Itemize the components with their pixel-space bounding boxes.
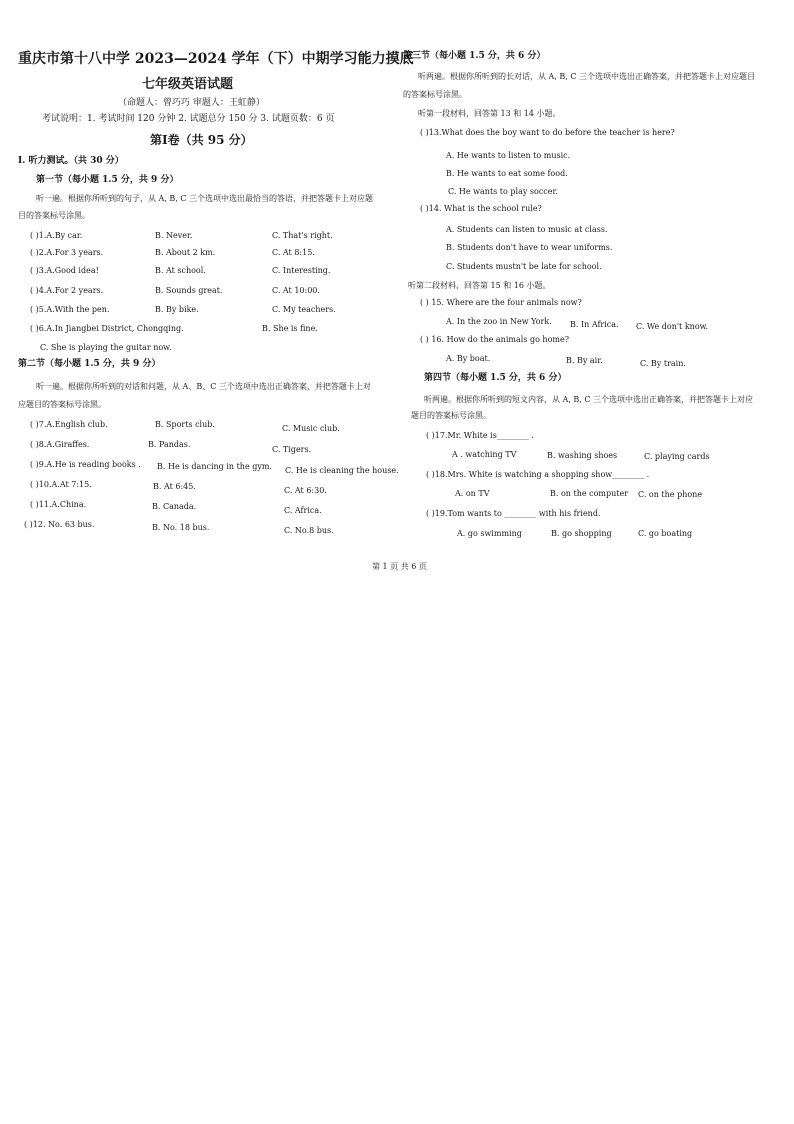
question-2: ( )2.A.For 3 years. [30,248,104,257]
question-5: ( )5.A.With the pen. [30,305,110,314]
question-11: ( )11.A.China. [30,500,87,509]
option-7b: B. Sports club. [155,420,215,429]
section4-instructions-cont: 题目的答案标号涂黑。 [411,411,491,420]
exam-authors: （命题人：曾巧巧 审题人：王虹静） [118,98,265,108]
section4-heading: 第四节（每小题 1.5 分，共 6 分） [424,373,567,383]
option-17c: C. playing cards [644,452,710,461]
question-13: ( )13.What does the boy want to do before the teacher is here? [420,128,675,137]
option-18c: C. on the phone [638,490,703,499]
option-8c: C. Tigers. [272,445,312,454]
volume-heading: 第Ⅰ卷（共 95 分） [150,133,253,147]
option-14c: C. Students mustn't be late for school. [446,262,602,271]
question-8: ( )8.A.Giraffes. [30,440,90,449]
option-1b: B. Never. [155,231,193,240]
question-6: ( )6.A.In Jiangbei District, Chongqing. [30,324,184,333]
option-4b: B. Sounds great. [155,286,223,295]
option-12c: C. No.8 bus. [284,526,334,535]
option-13c: C. He wants to play soccer. [448,187,558,196]
section1-instructions-cont: 目的答案标号涂黑。 [18,211,90,220]
exam-subtitle: 七年级英语试题 [142,77,234,92]
option-2c: C. At 8:15. [272,248,315,257]
question-19: ( )19.Tom wants to ________ with his friend. [426,509,601,518]
option-4c: C. At 10:00. [272,286,320,295]
question-3: ( )3.A.Good idea! [30,266,99,275]
section1-instructions: 听一遍。根据你所听到的句子，从 A, B, C 三个选项中选出最恰当的答语，并把答题卡上对应题 [36,194,374,203]
exam-title: 重庆市第十八中学 2023—2024 学年（下）中期学习能力摸底 [18,51,414,67]
option-18b: B. on the computer [550,489,629,498]
part1-heading: Ⅰ. 听力测试。（共 30 分） [18,156,124,166]
option-2b: B. About 2 km. [155,248,216,257]
option-10c: C. At 6:30. [284,486,327,495]
option-8b: B. Pandas. [148,440,191,449]
option-6c: C. She is playing the guitar now. [40,343,172,352]
option-11c: C. Africa. [284,506,322,515]
option-15b: B. In Africa. [570,320,619,329]
option-9b: B. He is dancing in the gym. [157,462,272,471]
option-16c: C. By train. [640,359,686,368]
option-6b: B. She is fine. [262,324,318,333]
section2-heading: 第二节（每小题 1.5 分，共 9 分） [18,359,161,369]
option-3b: B. At school. [155,266,206,275]
option-14a: A. Students can listen to music at class. [446,225,608,234]
page-number: 第 1 页 共 6 页 [372,562,427,571]
option-5b: B. By bike. [155,305,199,314]
option-7c: C. Music club. [282,424,340,433]
question-17: ( )17.Mr. White is________ . [426,431,534,440]
section3-instructions-cont: 的答案标号涂黑。 [403,90,467,99]
option-15a: A. In the zoo in New York. [446,317,552,326]
option-5c: C. My teachers. [272,305,336,314]
option-19c: C. go boating [638,529,693,538]
question-12: ( )12. No. 63 bus. [24,520,95,529]
section2-instructions-cont: 应题目的答案标号涂黑。 [18,400,106,409]
option-16b: B. By air. [566,356,603,365]
option-17a: A . watching TV [452,450,517,459]
question-7: ( )7.A.English club. [30,420,108,429]
question-15: ( ) 15. Where are the four animals now? [420,298,582,307]
option-13b: B. He wants to eat some food. [446,169,568,178]
option-16a: A. By boat. [446,354,491,363]
option-1c: C. That's right. [272,231,333,240]
material-1-note: 听第一段材料，回答第 13 和 14 小题。 [418,109,561,118]
question-9: ( )9.A.He is reading books . [30,460,141,469]
question-18: ( )18.Mrs. White is watching a shopping show________ . [426,470,650,479]
option-13a: A. He wants to listen to music. [446,151,571,160]
option-3c: C. Interesting. [272,266,331,275]
section4-instructions: 听两遍。根据你所听到的短文内容，从 A, B, C 三个选项中选出正确答案，并把答题卡上对应 [424,395,754,404]
section3-heading: 第三节（每小题 1.5 分，共 6 分） [403,51,546,61]
option-19a: A. go swimming [457,529,522,538]
option-18a: A. on TV [455,489,490,498]
option-9c: C. He is cleaning the house. [285,466,399,475]
option-11b: B. Canada. [152,502,197,511]
exam-instructions: 考试说明：1. 考试时间 120 分钟 2. 试题总分 150 分 3. 试题页数：6 页 [42,114,335,124]
material-2-note: 听第二段材料，回答第 15 和 16 小题。 [408,281,551,290]
section3-instructions: 听两遍。根据你所听到的长对话，从 A, B, C 三个选项中选出正确答案，并把答题卡上对应题目 [418,72,756,81]
question-4: ( )4.A.For 2 years. [30,286,104,295]
option-17b: B. washing shoes [547,451,618,460]
option-10b: B. At 6:45. [153,482,196,491]
option-12b: B. No. 18 bus. [152,523,210,532]
section1-heading: 第一节（每小题 1.5 分，共 9 分） [36,175,179,185]
section2-instructions: 听一遍。根据你所听到的对话和问题，从 A、B、C 三个选项中选出正确答案，并把答题卡上对 [36,382,371,391]
option-14b: B. Students don't have to wear uniforms. [446,243,613,252]
question-14: ( )14. What is the school rule? [420,204,542,213]
question-1: ( )1.A.By car. [30,231,83,240]
option-15c: C. We don't know. [636,322,709,331]
question-10: ( )10.A.At 7:15. [30,480,92,489]
option-19b: B. go shopping [551,529,612,538]
question-16: ( ) 16. How do the animals go home? [420,335,570,344]
